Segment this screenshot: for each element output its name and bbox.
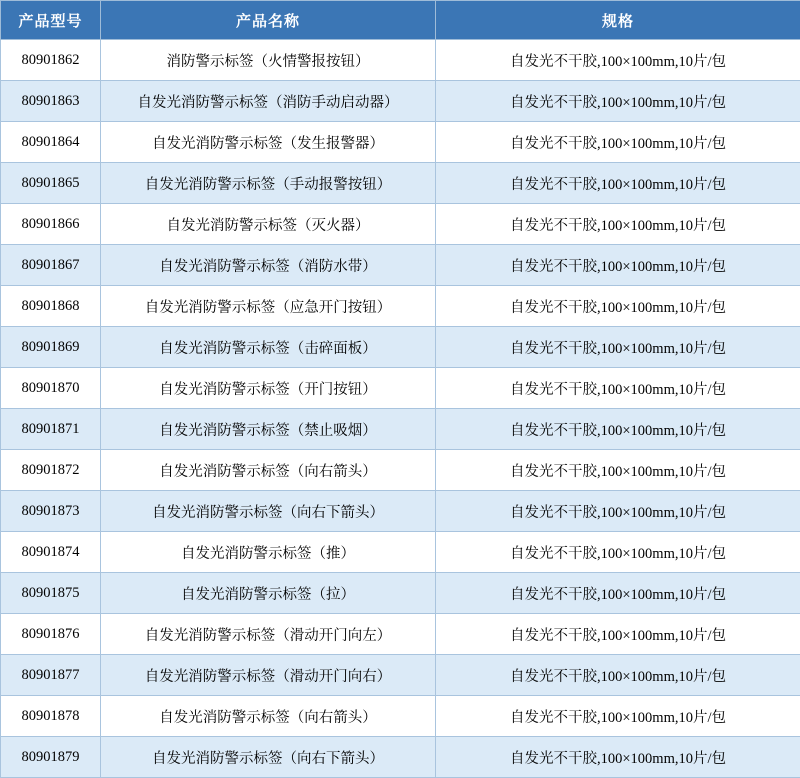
cell-product-spec: 自发光不干胶,100×100mm,10片/包 bbox=[436, 491, 800, 532]
cell-product-spec: 自发光不干胶,100×100mm,10片/包 bbox=[436, 655, 800, 696]
cell-product-name: 自发光消防警示标签（禁止吸烟） bbox=[101, 409, 436, 450]
table-header-row bbox=[1, 1, 800, 40]
cell-product-model: 80901869 bbox=[1, 327, 101, 368]
cell-product-model: 80901867 bbox=[1, 245, 101, 286]
cell-product-spec: 自发光不干胶,100×100mm,10片/包 bbox=[436, 163, 800, 204]
column-header-name: 产品名称 bbox=[101, 1, 436, 40]
cell-product-name: 自发光消防警示标签（开门按钮） bbox=[101, 368, 436, 409]
cell-product-spec: 自发光不干胶,100×100mm,10片/包 bbox=[436, 614, 800, 655]
table-row bbox=[1, 655, 800, 696]
table-row bbox=[1, 737, 800, 778]
table-row bbox=[1, 286, 800, 327]
cell-product-name: 自发光消防警示标签（发生报警器） bbox=[101, 122, 436, 163]
table-row bbox=[1, 40, 800, 81]
table-header bbox=[1, 1, 800, 40]
cell-product-model: 80901871 bbox=[1, 409, 101, 450]
cell-product-model: 80901873 bbox=[1, 491, 101, 532]
cell-product-name: 自发光消防警示标签（拉） bbox=[101, 573, 436, 614]
cell-product-spec: 自发光不干胶,100×100mm,10片/包 bbox=[436, 573, 800, 614]
cell-product-name: 自发光消防警示标签（滑动开门向右） bbox=[101, 655, 436, 696]
cell-product-name: 自发光消防警示标签（灭火器） bbox=[101, 204, 436, 245]
cell-product-spec: 自发光不干胶,100×100mm,10片/包 bbox=[436, 327, 800, 368]
cell-product-spec: 自发光不干胶,100×100mm,10片/包 bbox=[436, 122, 800, 163]
cell-product-name: 自发光消防警示标签（消防手动启动器） bbox=[101, 81, 436, 122]
cell-product-model: 80901865 bbox=[1, 163, 101, 204]
cell-product-model: 80901864 bbox=[1, 122, 101, 163]
cell-product-name: 自发光消防警示标签（滑动开门向左） bbox=[101, 614, 436, 655]
cell-product-spec: 自发光不干胶,100×100mm,10片/包 bbox=[436, 696, 800, 737]
cell-product-name: 自发光消防警示标签（向右箭头） bbox=[101, 696, 436, 737]
table-row bbox=[1, 163, 800, 204]
cell-product-model: 80901863 bbox=[1, 81, 101, 122]
cell-product-spec: 自发光不干胶,100×100mm,10片/包 bbox=[436, 532, 800, 573]
table-row bbox=[1, 327, 800, 368]
cell-product-spec: 自发光不干胶,100×100mm,10片/包 bbox=[436, 286, 800, 327]
column-header-spec: 规格 bbox=[436, 1, 800, 40]
table-body bbox=[1, 40, 800, 778]
table-row bbox=[1, 245, 800, 286]
cell-product-name: 自发光消防警示标签（向右箭头） bbox=[101, 450, 436, 491]
cell-product-name: 自发光消防警示标签（消防水带） bbox=[101, 245, 436, 286]
cell-product-spec: 自发光不干胶,100×100mm,10片/包 bbox=[436, 40, 800, 81]
cell-product-model: 80901877 bbox=[1, 655, 101, 696]
table-row bbox=[1, 81, 800, 122]
cell-product-name: 自发光消防警示标签（向右下箭头） bbox=[101, 737, 436, 778]
cell-product-name: 自发光消防警示标签（推） bbox=[101, 532, 436, 573]
cell-product-name: 自发光消防警示标签（击碎面板） bbox=[101, 327, 436, 368]
cell-product-name: 消防警示标签（火情警报按钮） bbox=[101, 40, 436, 81]
cell-product-spec: 自发光不干胶,100×100mm,10片/包 bbox=[436, 204, 800, 245]
table-row bbox=[1, 614, 800, 655]
cell-product-spec: 自发光不干胶,100×100mm,10片/包 bbox=[436, 245, 800, 286]
table-row bbox=[1, 491, 800, 532]
cell-product-spec: 自发光不干胶,100×100mm,10片/包 bbox=[436, 450, 800, 491]
cell-product-model: 80901879 bbox=[1, 737, 101, 778]
cell-product-spec: 自发光不干胶,100×100mm,10片/包 bbox=[436, 737, 800, 778]
cell-product-name: 自发光消防警示标签（应急开门按钮） bbox=[101, 286, 436, 327]
table-row bbox=[1, 532, 800, 573]
cell-product-model: 80901866 bbox=[1, 204, 101, 245]
cell-product-model: 80901875 bbox=[1, 573, 101, 614]
cell-product-spec: 自发光不干胶,100×100mm,10片/包 bbox=[436, 368, 800, 409]
cell-product-spec: 自发光不干胶,100×100mm,10片/包 bbox=[436, 81, 800, 122]
table-row bbox=[1, 573, 800, 614]
table-row bbox=[1, 204, 800, 245]
cell-product-name: 自发光消防警示标签（向右下箭头） bbox=[101, 491, 436, 532]
cell-product-model: 80901868 bbox=[1, 286, 101, 327]
cell-product-model: 80901862 bbox=[1, 40, 101, 81]
cell-product-model: 80901870 bbox=[1, 368, 101, 409]
table-row bbox=[1, 409, 800, 450]
cell-product-name: 自发光消防警示标签（手动报警按钮） bbox=[101, 163, 436, 204]
table-row bbox=[1, 122, 800, 163]
cell-product-model: 80901878 bbox=[1, 696, 101, 737]
table-row bbox=[1, 450, 800, 491]
column-header-model: 产品型号 bbox=[1, 1, 101, 40]
cell-product-model: 80901872 bbox=[1, 450, 101, 491]
table-row bbox=[1, 696, 800, 737]
cell-product-model: 80901874 bbox=[1, 532, 101, 573]
table-row bbox=[1, 368, 800, 409]
cell-product-model: 80901876 bbox=[1, 614, 101, 655]
cell-product-spec: 自发光不干胶,100×100mm,10片/包 bbox=[436, 409, 800, 450]
